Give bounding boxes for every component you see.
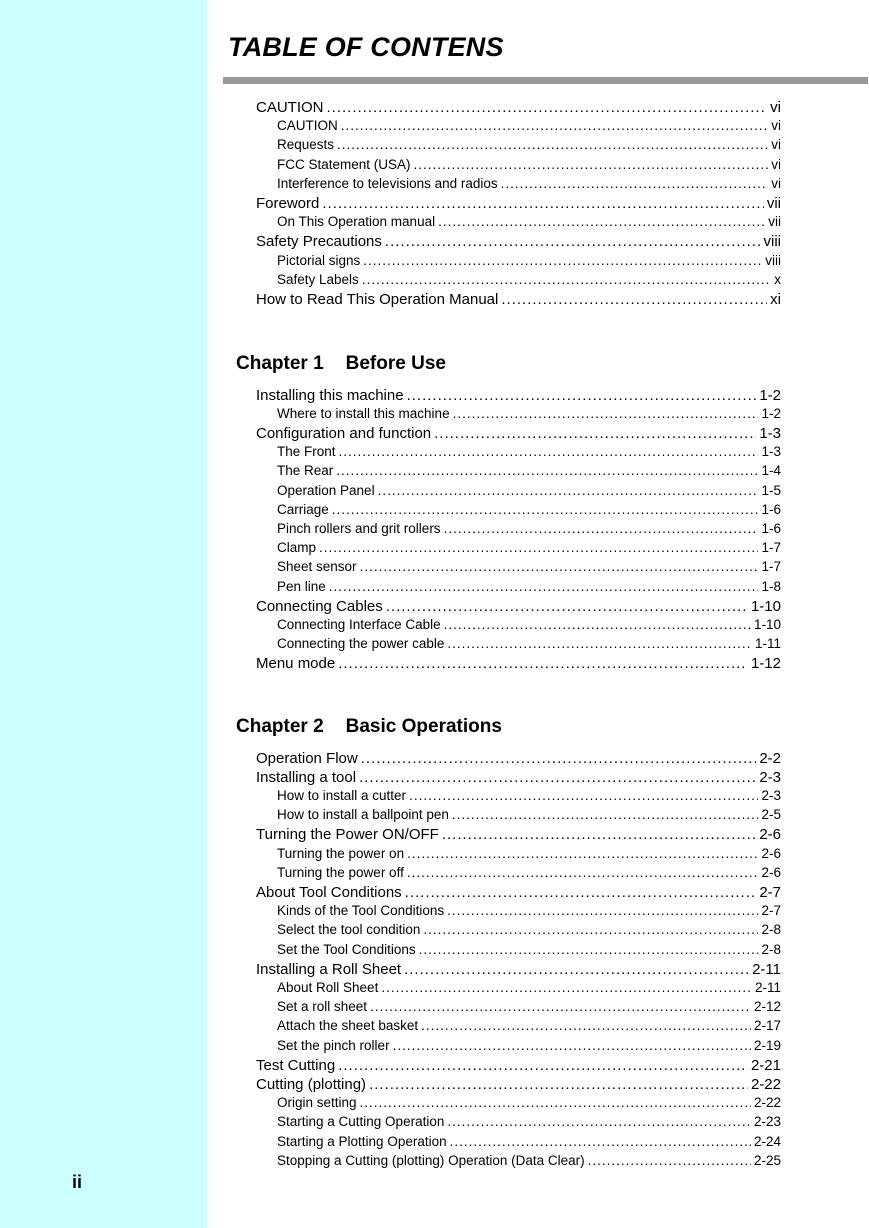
toc-entry-page: 1-12 [750,655,781,673]
dot-leader [339,444,759,459]
toc-entry-page: 2-7 [759,883,781,901]
toc-entry-title: Carriage [277,501,329,517]
toc-entry[interactable] [256,655,781,674]
toc-entry-page: vi [771,175,781,191]
toc-entry-title: Turning the Power ON/OFF [256,826,439,844]
dot-leader [360,559,759,574]
chapter-label: Chapter 2 [236,716,324,737]
toc-entry[interactable] [256,598,781,617]
dot-leader [407,865,759,880]
toc-entry-title: FCC Statement (USA) [277,156,411,172]
toc-entry-title: Installing a Roll Sheet [256,960,402,978]
toc-entry-title: Connecting the power cable [277,636,445,652]
toc-entry-page: 2-12 [753,999,781,1015]
dot-leader [442,826,756,843]
dot-leader [438,214,765,229]
toc-entry[interactable] [277,253,781,272]
page-number: ii [72,1172,83,1192]
toc-entry-title: Set the pinch roller [277,1037,390,1053]
toc-entry[interactable] [256,195,781,214]
dot-leader [501,176,769,191]
toc-entry-title: Clamp [277,540,317,556]
toc-entry-page: 2-8 [761,941,781,957]
toc-entry-page: x [774,271,781,287]
toc-entry[interactable] [277,1134,781,1153]
dot-leader [363,253,762,268]
toc-entry[interactable] [256,425,781,444]
toc-entry-page: 2-11 [754,979,781,995]
toc-entry-page: vii [768,214,781,230]
toc-entry-title: Select the tool condition [277,922,421,938]
toc-entry-page: 1-10 [753,616,781,632]
toc-entry-title: Operation Flow [256,749,358,767]
toc-entry-page: 2-3 [761,787,781,803]
dot-leader [444,521,759,536]
toc-entry[interactable] [277,579,781,598]
toc-entry-page: 1-6 [761,501,781,517]
toc-entry-title: Stopping a Cutting (plotting) Operation (Data Clear) [277,1152,585,1168]
toc-entry[interactable] [256,826,781,845]
dot-leader [386,598,748,615]
dot-leader [338,1057,748,1074]
dot-leader [447,636,752,651]
toc-entry-title: Foreword [256,195,320,212]
toc-entry-page: 2-17 [753,1018,781,1034]
dot-leader [319,540,758,555]
toc-entry-page: 2-25 [753,1152,781,1168]
dot-leader [336,463,758,478]
toc-entry-page: 1-8 [761,578,781,594]
toc-entry[interactable] [256,769,781,788]
sidebar-band [0,0,207,1228]
toc-entry[interactable] [277,1038,781,1057]
dot-leader [404,961,749,978]
toc-entry-title: Where to install this machine [277,405,450,421]
toc-entry-title: Connecting Interface Cable [277,616,441,632]
toc-entry-page: 1-4 [761,463,781,479]
toc-entry-page: vii [766,195,781,212]
toc-entry[interactable] [256,99,781,118]
toc-entry[interactable] [277,1018,781,1037]
toc-entry[interactable] [277,999,781,1018]
dot-leader [327,99,768,116]
toc-entry[interactable] [277,922,781,941]
toc-entry[interactable] [256,961,781,980]
toc-entry-title: The Front [277,444,336,460]
toc-entry[interactable] [277,865,781,884]
toc-entry[interactable] [277,463,781,482]
toc-entry[interactable] [256,291,781,310]
dot-leader [381,980,752,995]
dot-leader [341,118,769,133]
toc-entry-title: Turning the power on [277,845,405,861]
toc-entry-page: 2-7 [761,903,781,919]
toc-entry-title: Connecting Cables [256,597,383,615]
toc-entry-page: viii [763,233,781,251]
toc-entry-title: How to install a cutter [277,787,407,803]
toc-entry-page: 2-6 [761,845,781,861]
toc-entry-title: How to Read This Operation Manual [256,291,499,308]
dot-leader [370,999,751,1014]
toc-entry-page: 1-11 [754,636,781,652]
chapter-heading [236,353,446,375]
dot-leader [407,387,757,404]
toc-entry[interactable] [277,483,781,502]
toc-entry-title: Starting a Cutting Operation [277,1114,445,1130]
toc-entry[interactable] [277,617,781,636]
toc-entry-title: Installing this machine [256,386,404,404]
toc-entry[interactable] [277,272,781,291]
chapter-label: Chapter 1 [236,353,324,374]
dot-leader [452,807,759,822]
toc-entry-page: 1-7 [761,540,781,556]
toc-entry-page: xi [770,291,781,308]
toc-entry[interactable] [277,980,781,999]
toc-entry-page: 2-23 [753,1114,781,1130]
toc-entry[interactable] [277,521,781,540]
toc-entry-title: Cutting (plotting) [256,1075,367,1093]
toc-entry-title: Turning the power off [277,864,404,880]
dot-leader [378,483,759,498]
toc-entry[interactable] [277,214,781,233]
toc-entry-page: 2-22 [753,1095,781,1111]
toc-entry[interactable] [277,903,781,922]
toc-entry-title: Interference to televisions and radios [277,175,498,191]
toc-entry[interactable] [277,540,781,559]
toc-entry-title: CAUTION [277,118,338,134]
toc-entry-title: Origin setting [277,1095,357,1111]
dot-leader [453,406,759,421]
toc-entry[interactable] [277,1095,781,1114]
toc-entry[interactable] [256,387,781,406]
toc-entry-title: Set the Tool Conditions [277,941,416,957]
toc-entry[interactable] [277,157,781,176]
toc-entry[interactable] [256,884,781,903]
dot-leader [332,502,759,517]
toc-entry-title: Attach the sheet basket [277,1018,419,1034]
toc-entry-page: vi [771,156,781,172]
toc-entry-page: 1-5 [761,482,781,498]
toc-entry-title: Menu mode [256,655,336,673]
toc-entry-page: 2-11 [752,960,781,978]
dot-leader [362,272,771,287]
toc-entry-page: 2-8 [761,922,781,938]
toc-entry[interactable] [277,118,781,137]
toc-entry-title: Safety Labels [277,271,359,287]
page-title: TABLE OF CONTENS [228,32,504,62]
dot-leader [359,769,756,786]
dot-leader [447,1114,751,1129]
toc-entry-page: 2-24 [753,1133,781,1149]
chapter-name: Before Use [345,353,446,374]
toc-entry-page: vi [770,99,781,116]
toc-entry-page: 1-3 [761,444,781,460]
toc-entry-title: Test Cutting [256,1056,336,1074]
toc-entry-title: On This Operation manual [277,214,436,230]
toc-entry-page: 2-6 [761,864,781,880]
toc-entry[interactable] [277,807,781,826]
toc-entry-page: 2-6 [759,826,781,844]
toc-entry[interactable] [277,406,781,425]
toc-entry[interactable] [277,1153,781,1172]
toc-entry-title: About Roll Sheet [277,979,379,995]
dot-leader [409,788,758,803]
toc-entry[interactable] [277,942,781,961]
toc-entry-title: About Tool Conditions [256,883,402,901]
toc-entry-page: 2-22 [750,1075,781,1093]
toc-entry-page: 1-3 [759,424,781,442]
toc-entry[interactable] [256,750,781,769]
dot-leader [338,655,748,672]
toc-entry[interactable] [277,444,781,463]
dot-leader [450,1134,751,1149]
toc-entry[interactable] [256,1076,781,1095]
toc-entry-page: vi [771,118,781,134]
toc-entry-title: Pen line [277,578,326,594]
toc-entry-page: 1-10 [750,597,781,615]
dot-leader [361,750,757,767]
toc-entry-page: 2-2 [759,749,781,767]
toc-entry[interactable] [277,176,781,195]
toc-entry-title: Requests [277,137,335,153]
title-rule [223,77,868,84]
toc-entry-title: How to install a ballpoint pen [277,807,449,823]
toc-entry[interactable] [277,137,781,156]
toc-entry-page: 1-2 [761,405,781,421]
toc-entry-title: Set a roll sheet [277,999,368,1015]
toc-entry-title: Starting a Plotting Operation [277,1133,447,1149]
toc-entry-page: viii [765,252,781,268]
toc-entry-page: 2-19 [753,1037,781,1053]
toc-entry-title: Safety Precautions [256,233,382,251]
dot-leader [588,1153,751,1168]
toc-entry[interactable] [277,788,781,807]
toc-entry[interactable] [277,1114,781,1133]
dot-leader [407,846,758,861]
toc-entry-title: Kinds of the Tool Conditions [277,903,445,919]
toc-entry-page: 2-3 [759,768,781,786]
dot-leader [419,942,759,957]
dot-leader [405,884,757,901]
toc-entry[interactable] [256,233,781,252]
toc-entry-title: CAUTION [256,99,324,116]
dot-leader [447,903,758,918]
toc-entry-title: Pinch rollers and grit rollers [277,520,441,536]
toc-entry[interactable] [277,846,781,865]
dot-leader [337,137,768,152]
dot-leader [421,1018,751,1033]
dot-leader [360,1095,751,1110]
toc-entry-page: vi [771,137,781,153]
dot-leader [423,922,758,937]
toc-entry-page: 1-2 [759,386,781,404]
toc-entry-title: The Rear [277,463,334,479]
toc-entry[interactable] [277,559,781,578]
toc-entry-title: Installing a tool [256,768,357,786]
toc-entry[interactable] [277,636,781,655]
toc-entry[interactable] [277,502,781,521]
dot-leader [414,157,769,172]
toc-entry-page: 2-5 [761,807,781,823]
toc-entry-page: 1-6 [761,520,781,536]
chapter-name: Basic Operations [345,716,502,737]
dot-leader [393,1038,751,1053]
toc-entry-title: Configuration and function [256,424,432,442]
dot-leader [369,1076,748,1093]
dot-leader [434,425,756,442]
dot-leader [385,233,761,250]
dot-leader [329,579,759,594]
toc-entry-page: 1-7 [761,559,781,575]
toc-entry-page: 2-21 [750,1056,781,1074]
chapter-heading [236,716,502,738]
dot-leader [501,291,767,308]
dot-leader [322,195,763,212]
toc-entry-title: Sheet sensor [277,559,357,575]
toc-entry-title: Pictorial signs [277,252,361,268]
toc-entry-title: Operation Panel [277,482,375,498]
dot-leader [444,617,751,632]
toc-entry[interactable] [256,1057,781,1076]
